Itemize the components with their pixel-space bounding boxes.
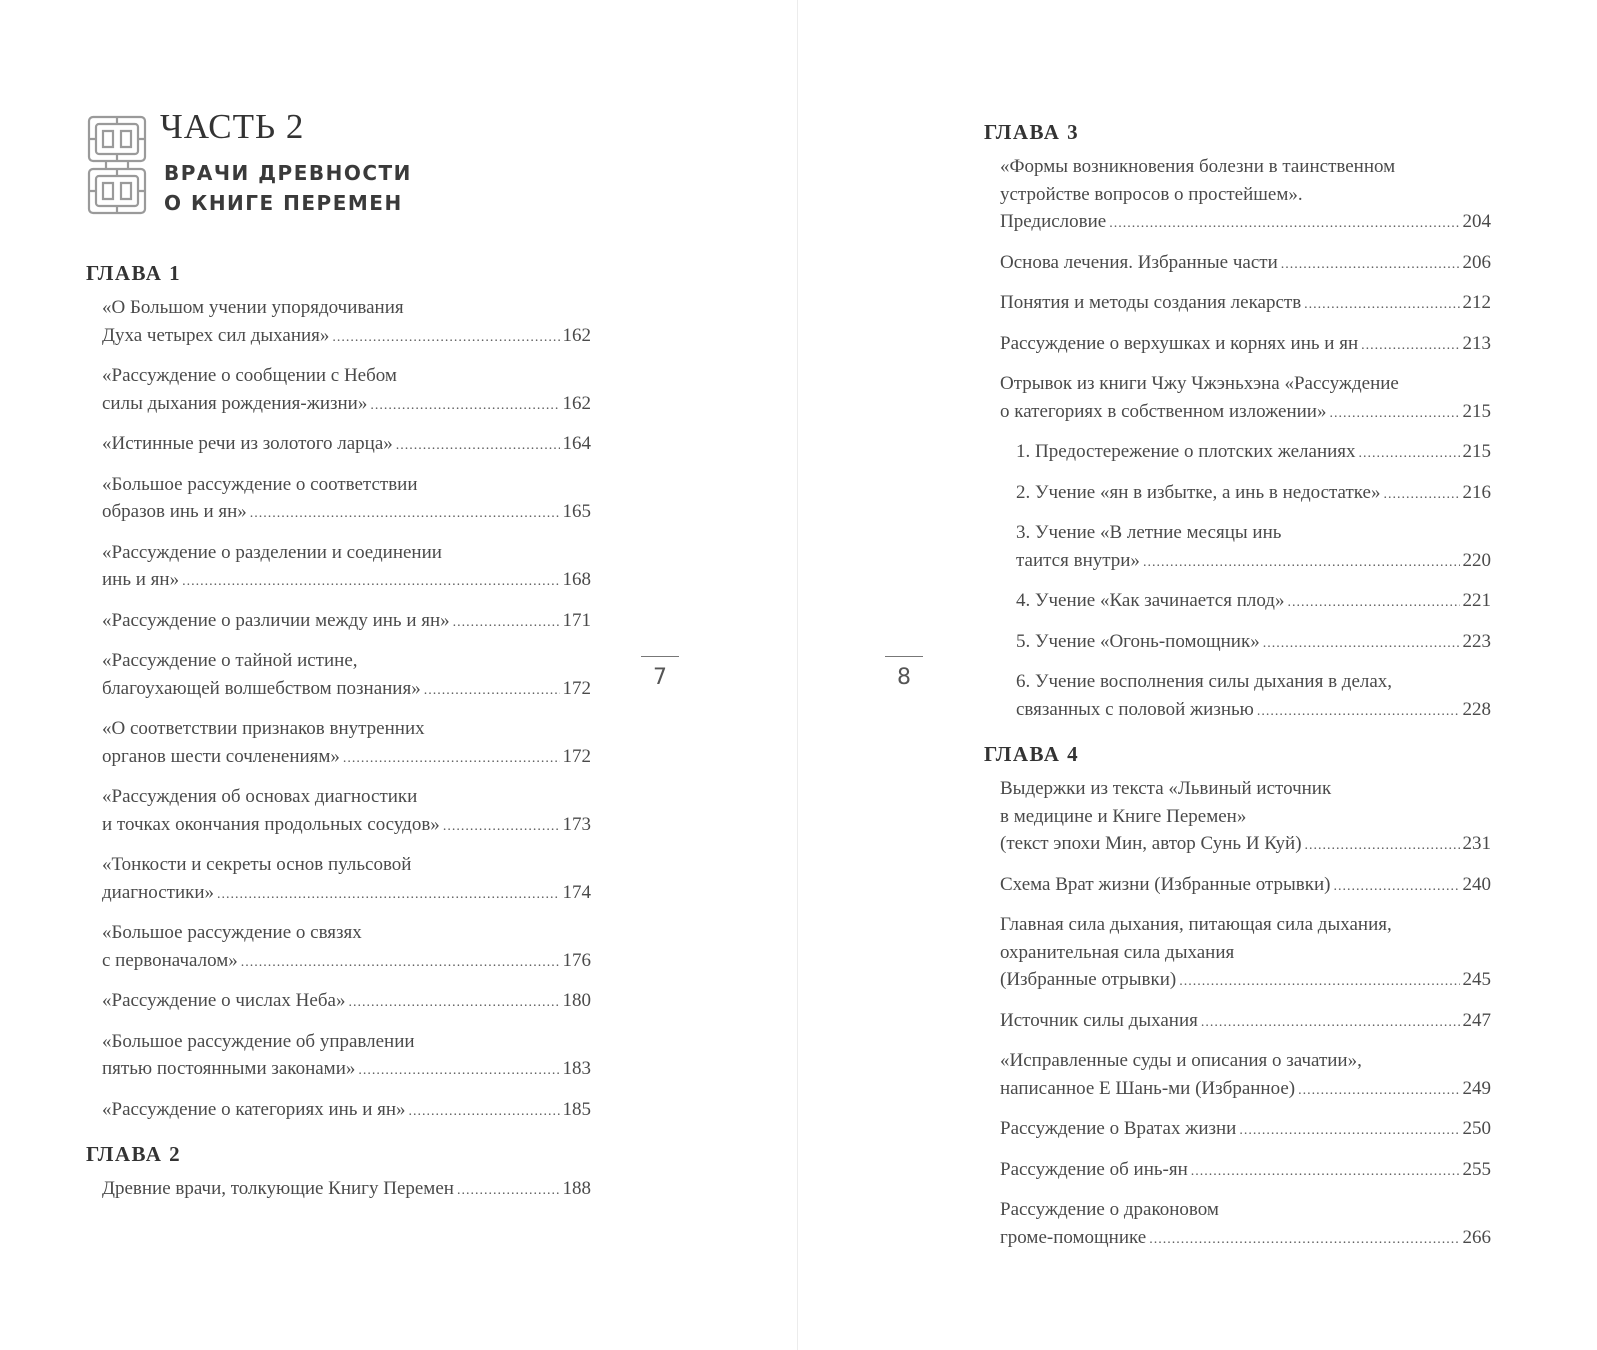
toc-entry-title: «Рассуждение о числах Неба» xyxy=(102,990,346,1011)
dot-leader xyxy=(1239,1117,1459,1145)
toc-entry-last-line xyxy=(1000,1007,1491,1037)
part-subtitle-line: О КНИГЕ ПЕРЕМЕН xyxy=(164,191,403,215)
toc-entry-title: 2. Учение «ян в избытке, а инь в недостатке» xyxy=(1016,481,1381,503)
dot-leader xyxy=(1361,332,1459,360)
dot-leader xyxy=(1305,832,1460,860)
toc-entry-last-line xyxy=(102,947,591,977)
toc-entry-last-line xyxy=(102,498,591,528)
dot-leader xyxy=(370,392,559,420)
dot-leader xyxy=(217,881,559,909)
dot-leader xyxy=(332,324,559,352)
toc-page-number: 216 xyxy=(1462,481,1491,503)
toc-page-number: 183 xyxy=(562,1058,591,1079)
part-title: ЧАСТЬ 2 xyxy=(160,107,305,146)
toc-entry[interactable] xyxy=(102,851,591,908)
toc-entry[interactable] xyxy=(1000,775,1491,860)
toc-page-number: 255 xyxy=(1462,1158,1491,1180)
toc-entry[interactable] xyxy=(1016,479,1491,509)
toc-entry[interactable] xyxy=(102,919,591,976)
toc-page-number: 213 xyxy=(1462,332,1491,354)
toc-page-number: 185 xyxy=(562,1098,591,1120)
dot-leader xyxy=(250,500,560,528)
toc-entry-last-line xyxy=(1016,696,1491,726)
toc-entry[interactable] xyxy=(102,362,591,419)
toc-entry-title: 4. Учение «Как зачинается плод» xyxy=(1016,590,1285,611)
toc-entry-line: 6. Учение восполнения силы дыхания в делах, xyxy=(1016,671,1393,692)
toc-entry-title: с первоначалом» xyxy=(102,949,238,971)
toc-entry-last-line xyxy=(1000,1224,1491,1254)
dot-leader xyxy=(1287,589,1459,617)
toc-page-number: 228 xyxy=(1462,698,1491,720)
toc-entry-last-line xyxy=(1000,871,1491,901)
toc-entry-last-line xyxy=(102,811,591,841)
dot-leader xyxy=(1329,400,1459,428)
toc-page-number: 250 xyxy=(1462,1118,1491,1139)
toc-page-number: 245 xyxy=(1462,969,1491,990)
toc-entry-line: «О соответствии признаков внутренних xyxy=(102,718,425,739)
dot-leader xyxy=(1143,549,1460,577)
toc-page-number: 173 xyxy=(562,813,591,835)
dot-leader xyxy=(1257,698,1460,726)
toc-entry-title: о категориях в собственном изложении» xyxy=(1000,400,1327,422)
toc-entry-last-line xyxy=(1000,1156,1491,1186)
toc-entry-title: образов инь и ян» xyxy=(102,501,247,522)
toc-entry-line: «Формы возникновения болезни в таинственном xyxy=(1000,156,1396,177)
folio-number: 7 xyxy=(653,665,667,690)
part-text-block xyxy=(160,108,412,218)
toc-page-number: 266 xyxy=(1462,1226,1491,1248)
dot-leader xyxy=(457,1177,560,1205)
toc-entry-line: «Рассуждение о сообщении с Небом xyxy=(102,365,397,386)
toc-entry-last-line xyxy=(1000,1115,1491,1145)
toc-page-number: 168 xyxy=(562,569,591,590)
dot-leader xyxy=(1179,968,1459,996)
toc-page-number: 172 xyxy=(562,677,591,699)
toc-entry[interactable] xyxy=(1000,249,1491,279)
toc-entry-last-line xyxy=(102,430,591,460)
toc-entry[interactable] xyxy=(102,607,591,637)
folio-rule xyxy=(641,656,679,657)
toc-entry[interactable] xyxy=(1000,1196,1491,1253)
dot-leader xyxy=(1281,251,1460,279)
toc-entry[interactable] xyxy=(1000,871,1491,901)
toc-entry-last-line xyxy=(1016,628,1491,658)
toc-entry-last-line xyxy=(1000,966,1491,996)
toc-entry-title: Понятия и методы создания лекарств xyxy=(1000,292,1302,313)
toc-page-number: 249 xyxy=(1462,1077,1491,1099)
toc-entry-line: «Большое рассуждение о связях xyxy=(102,922,362,943)
folio-number: 8 xyxy=(897,665,911,690)
toc-entry[interactable] xyxy=(102,1175,591,1205)
toc-entry-last-line xyxy=(102,675,591,705)
dot-leader xyxy=(424,677,560,705)
toc-entry[interactable] xyxy=(1016,519,1491,576)
toc-page-number: 162 xyxy=(562,392,591,414)
dot-leader xyxy=(343,745,560,773)
toc-page-number: 215 xyxy=(1462,441,1491,462)
toc-page-number: 240 xyxy=(1462,873,1491,895)
toc-page-number: 206 xyxy=(1462,251,1491,273)
toc-entry[interactable] xyxy=(1000,1007,1491,1037)
toc-entry-title: благоухающей волшебством познания» xyxy=(102,677,421,699)
toc-entry[interactable] xyxy=(1016,628,1491,658)
toc-entry-title: 1. Предостережение о плотских желаниях xyxy=(1016,441,1356,462)
toc-entry[interactable] xyxy=(102,1028,591,1085)
toc-page-number: 221 xyxy=(1462,590,1491,611)
dot-leader xyxy=(1149,1226,1459,1254)
toc-entry[interactable] xyxy=(102,783,591,840)
toc-entry-line: «Большое рассуждение о соответствии xyxy=(102,473,418,495)
toc-entry-line: «Большое рассуждение об управлении xyxy=(102,1030,415,1052)
dot-leader xyxy=(1384,481,1460,509)
toc-entry[interactable] xyxy=(102,430,591,460)
toc-entry-title: 5. Учение «Огонь-помощник» xyxy=(1016,630,1260,652)
toc-page-number: 162 xyxy=(562,324,591,346)
chapter-heading: ГЛАВА 1 xyxy=(86,261,182,285)
dot-leader xyxy=(1304,291,1459,319)
toc-entry-last-line xyxy=(102,390,591,420)
toc-entry-line: 3. Учение «В летние месяцы инь xyxy=(1016,522,1282,543)
folio-rule xyxy=(885,656,923,657)
toc-page-number: 164 xyxy=(562,433,591,454)
toc-page-number: 220 xyxy=(1462,549,1491,571)
toc-column-left xyxy=(86,258,591,1216)
toc-entry-title: органов шести сочленениям» xyxy=(102,745,340,767)
toc-entry-title: «Истинные речи из золотого ларца» xyxy=(102,433,393,454)
toc-entry-last-line xyxy=(1000,398,1491,428)
toc-entry[interactable] xyxy=(102,647,591,704)
toc-entry-line: устройстве вопросов о простейшем». xyxy=(1000,183,1303,205)
toc-entry-last-line xyxy=(102,987,591,1017)
toc-entry[interactable] xyxy=(1000,911,1491,996)
dot-leader xyxy=(396,432,560,460)
toc-entry-title: Древние врачи, толкующие Книгу Перемен xyxy=(102,1178,454,1199)
toc-entry-title: и точках окончания продольных сосудов» xyxy=(102,813,440,835)
toc-entry-last-line xyxy=(102,743,591,773)
toc-page-number: 172 xyxy=(562,745,591,767)
toc-entry-line: в медицине и Книге Перемен» xyxy=(1000,805,1247,827)
toc-entry-line: «Тонкости и секреты основ пульсовой xyxy=(102,854,412,875)
dot-leader xyxy=(1263,630,1460,658)
toc-entry-title: Рассуждение о верхушках и корнях инь и ян xyxy=(1000,332,1359,354)
toc-entry[interactable] xyxy=(1000,289,1491,319)
toc-entry-line: «Рассуждение о тайной истине, xyxy=(102,650,358,671)
toc-entry-title: Схема Врат жизни (Избранные отрывки) xyxy=(1000,873,1331,895)
toc-page-number: 165 xyxy=(562,501,591,522)
toc-entry-title: громе-помощнике xyxy=(1000,1226,1147,1248)
dot-leader xyxy=(348,989,559,1017)
dot-leader xyxy=(182,568,559,596)
toc-entry-line: «Рассуждение о разделении и соединении xyxy=(102,541,442,563)
toc-entry-title: написанное Е Шань-ми (Избранное) xyxy=(1000,1077,1296,1099)
toc-entry-title: (Избранные отрывки) xyxy=(1000,969,1177,990)
toc-entry-title: Источник силы дыхания xyxy=(1000,1009,1198,1031)
toc-page-number: 204 xyxy=(1462,211,1491,232)
toc-entry-line: Отрывок из книги Чжу Чжэньхэна «Рассуждение xyxy=(1000,373,1399,394)
toc-entry[interactable] xyxy=(102,715,591,772)
toc-entry[interactable] xyxy=(102,294,591,351)
toc-entry-last-line xyxy=(102,322,591,352)
chapter-heading: ГЛАВА 4 xyxy=(984,742,1080,766)
dot-leader xyxy=(1298,1077,1459,1105)
toc-page-number: 223 xyxy=(1462,630,1491,652)
toc-entry-title: Рассуждение об инь-ян xyxy=(1000,1158,1188,1180)
toc-page-number: 180 xyxy=(562,990,591,1011)
toc-entry-line: Выдержки из текста «Львиный источник xyxy=(1000,778,1332,799)
toc-entry-last-line xyxy=(1000,330,1491,360)
dot-leader xyxy=(1359,440,1460,468)
toc-page-number: 188 xyxy=(562,1178,591,1199)
part-subtitle xyxy=(164,158,412,218)
toc-entry[interactable] xyxy=(102,987,591,1017)
dot-leader xyxy=(443,813,560,841)
dot-leader xyxy=(358,1057,559,1085)
toc-entry[interactable] xyxy=(1016,668,1491,725)
toc-entry-title: пятью постоянными законами» xyxy=(102,1058,356,1079)
part-subtitle-line: ВРАЧИ ДРЕВНОСТИ xyxy=(164,161,412,185)
toc-entry-last-line xyxy=(1016,547,1491,577)
toc-entry-title: (текст эпохи Мин, автор Сунь И Куй) xyxy=(1000,833,1302,854)
toc-entry-line: охранительная сила дыхания xyxy=(1000,941,1235,963)
toc-entry-line: «О Большом учении упорядочивания xyxy=(102,297,404,318)
toc-entry-line: «Рассуждения об основах диагностики xyxy=(102,786,418,807)
toc-entry-last-line xyxy=(1000,249,1491,279)
toc-entry[interactable] xyxy=(1000,330,1491,360)
toc-entry-title: «Рассуждение о категориях инь и ян» xyxy=(102,1098,406,1120)
chinese-knot-ornament-icon xyxy=(86,114,148,216)
dot-leader xyxy=(1333,873,1459,901)
dot-leader xyxy=(453,609,560,637)
toc-entry-last-line xyxy=(102,1175,591,1205)
toc-entry-last-line xyxy=(1016,479,1491,509)
toc-page-number: 174 xyxy=(562,881,591,903)
toc-entry[interactable] xyxy=(102,539,591,596)
toc-entry-title: Духа четырех сил дыхания» xyxy=(102,324,330,346)
toc-entry[interactable] xyxy=(1000,1047,1491,1104)
toc-column-right xyxy=(984,117,1491,1264)
toc-entry-title: Основа лечения. Избранные части xyxy=(1000,251,1278,273)
toc-page-number: 231 xyxy=(1462,833,1491,854)
toc-page-number: 215 xyxy=(1462,400,1491,422)
dot-leader xyxy=(1109,210,1459,238)
toc-page-number: 176 xyxy=(562,949,591,971)
dot-leader xyxy=(241,949,560,977)
toc-entry-title: инь и ян» xyxy=(102,569,180,590)
toc-page-number: 212 xyxy=(1462,292,1491,313)
toc-entry-title: Рассуждение о Вратах жизни xyxy=(1000,1118,1237,1139)
left-page xyxy=(0,0,798,1350)
toc-entry-title: таится внутри» xyxy=(1016,549,1140,571)
toc-page-number: 171 xyxy=(562,609,591,631)
toc-entry-last-line xyxy=(1000,289,1491,319)
toc-entry-last-line xyxy=(1000,1075,1491,1105)
toc-entry[interactable] xyxy=(1000,370,1491,427)
toc-entry-title: силы дыхания рождения-жизни» xyxy=(102,392,368,414)
toc-entry-title: диагностики» xyxy=(102,881,215,903)
toc-entry[interactable] xyxy=(1000,1115,1491,1145)
toc-entry-last-line xyxy=(102,607,591,637)
toc-entry[interactable] xyxy=(1000,1156,1491,1186)
toc-entry[interactable] xyxy=(102,471,591,528)
dot-leader xyxy=(1201,1009,1460,1037)
toc-entry-last-line xyxy=(1000,830,1491,860)
toc-entry[interactable] xyxy=(1016,587,1491,617)
page-number-right xyxy=(884,656,924,690)
toc-entry-last-line xyxy=(102,879,591,909)
chapter-heading: ГЛАВА 3 xyxy=(984,120,1080,144)
toc-entry-last-line xyxy=(1000,208,1491,238)
toc-entry-last-line xyxy=(102,1055,591,1085)
toc-entry-last-line xyxy=(102,1096,591,1126)
toc-entry-last-line xyxy=(1016,587,1491,617)
part-heading xyxy=(86,108,412,218)
dot-leader xyxy=(1191,1158,1460,1186)
right-page xyxy=(798,0,1597,1350)
toc-entry-last-line xyxy=(1016,438,1491,468)
toc-entry-line: «Исправленные суды и описания о зачатии», xyxy=(1000,1050,1362,1071)
toc-entry[interactable] xyxy=(1016,438,1491,468)
dot-leader xyxy=(409,1098,560,1126)
toc-entry[interactable] xyxy=(1000,153,1491,238)
toc-entry-title: связанных с половой жизнью xyxy=(1016,698,1254,720)
toc-page-number: 247 xyxy=(1462,1009,1491,1031)
toc-entry-last-line xyxy=(102,566,591,596)
page-number-left xyxy=(640,656,680,690)
toc-entry-title: «Рассуждение о различии между инь и ян» xyxy=(102,609,450,631)
toc-entry-title: Предисловие xyxy=(1000,211,1107,232)
toc-entry[interactable] xyxy=(102,1096,591,1126)
toc-entry-line: Рассуждение о драконовом xyxy=(1000,1199,1219,1220)
chapter-heading: ГЛАВА 2 xyxy=(86,1142,182,1166)
toc-entry-line: Главная сила дыхания, питающая сила дыхания, xyxy=(1000,914,1392,935)
